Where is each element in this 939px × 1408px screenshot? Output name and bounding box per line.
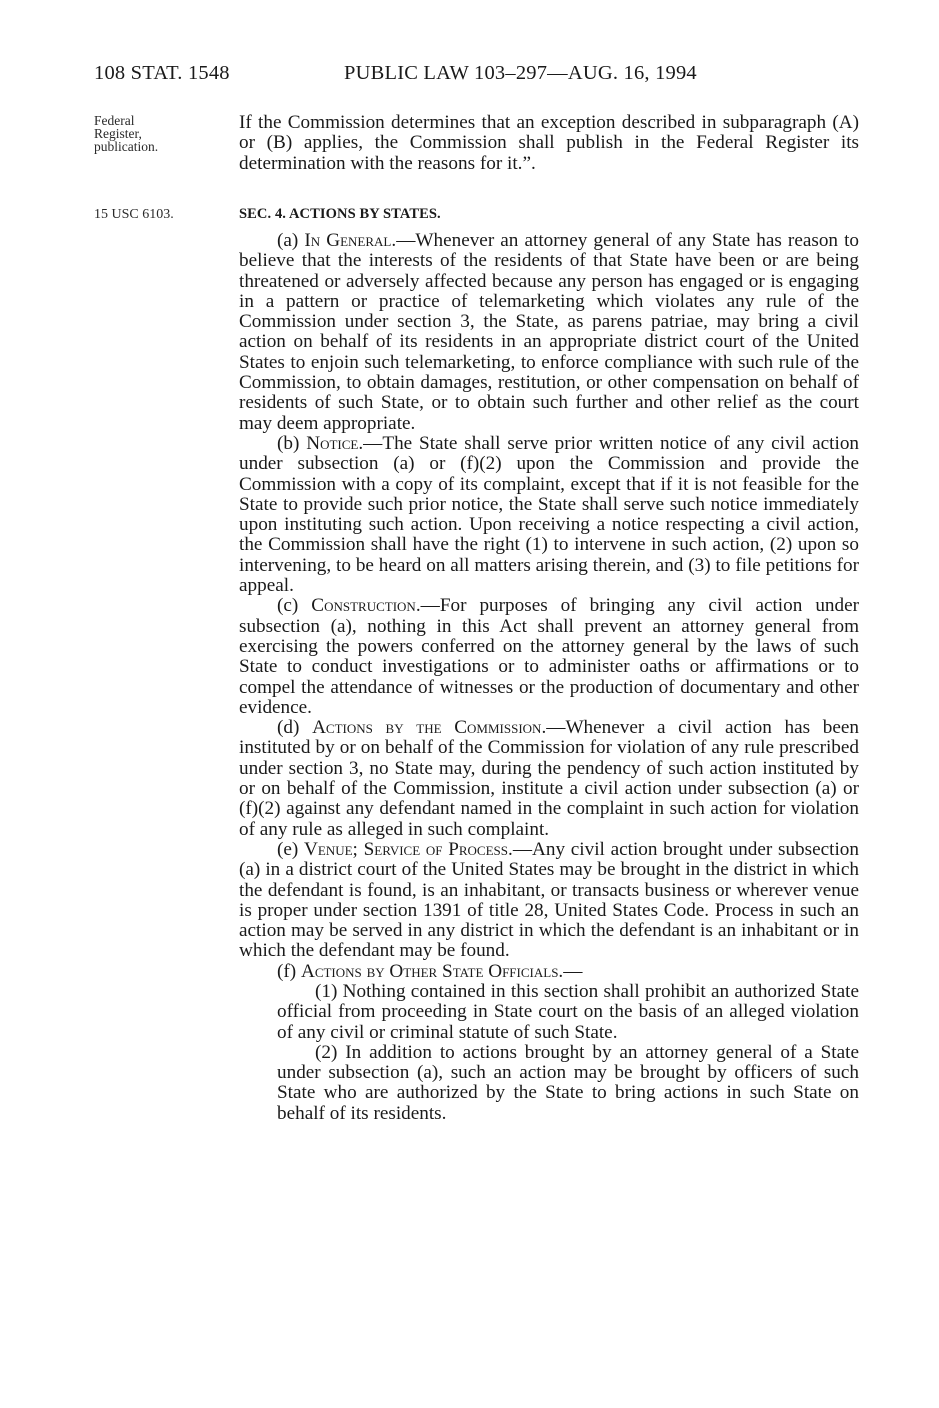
paragraph-b-heading: Notice bbox=[306, 432, 359, 454]
section-body bbox=[239, 231, 859, 1124]
paragraph-f: (f) Actions by Other State Officials.— bbox=[277, 960, 583, 982]
margin-note-federal-register: Federal Register, publication. bbox=[94, 113, 159, 154]
paragraph-f-1: (1) Nothing contained in this section shall prohibit an authorized State official from proceeding in State court on the basis of an alleged violation of any civil or criminal statute of such State. bbox=[277, 980, 859, 1043]
paragraph-c-heading: Construction bbox=[311, 595, 416, 617]
intro-text: If the Commission determines that an exception described in subparagraph (A) or (B) applies, the Commission shall publish in the Federal Register its determination with the reasons for it.”. bbox=[239, 112, 859, 174]
margin-note-usc-citation: 15 USC 6103. bbox=[94, 207, 174, 222]
paragraph-a: (a) In General.—Whenever an attorney general of any State has reason to believe that the interests of the residents of that State have been or are being threatened or adversely affected because any person has engaged or is engaging in a pattern or practice of telemarketing which violates any rule of the Commission under section 3, the State, as parens patriae, may bring a civil action on behalf of its residents in an appropriate district court of the United States to enjoin such telemarketing, to enforce compliance with such rule of the Commission, to obtain damages, restitution, or other compensation on behalf of residents of such State, or to obtain such further and other relief as the court may deem appropriate. bbox=[239, 230, 860, 434]
statute-page-number: 108 STAT. 1548 bbox=[94, 62, 230, 84]
paragraph-b: (b) Notice.—The State shall serve prior written notice of any civil action under subsection (a) or (f)(2) upon the Commission and provide the Commission with a copy of its complaint, except that if it is not feasible for the State to provide such prior notice, the State shall serve such notice immediately upon instituting such action. Upon receiving a notice respecting a civil action, the Commission shall have the right (1) to intervene in such action, (2) upon so intervening, to be heard on all matters arising therein, and (3) to file petitions for appeal. bbox=[239, 432, 860, 597]
paragraph-d-heading: Actions by the Commission bbox=[312, 717, 542, 739]
paragraph-a-heading: In General bbox=[304, 230, 392, 251]
section-heading: SEC. 4. ACTIONS BY STATES. bbox=[239, 206, 441, 222]
paragraph-d: (d) Actions by the Commission.—Whenever a civil action has been instituted by or on behalf of the Commission for violation of any rule prescribed under section 3, no State may, during the pendency of such action instituted by or on behalf of the Commission, institute a civil action under subsection (a) or (f)(2) against any defendant named in the complaint in such action for violation of any rule as alleged in such complaint. bbox=[239, 717, 859, 840]
paragraph-e: (e) Venue; Service of Process.—Any civil action brought under subsection (a) in a district court of the United States may be brought in the district in which the defendant is found, is an inhabitant, or transacts business or wherever venue is proper under section 1391 of title 28, United States Code. Process in such an action may be served in any district in which the defendant is an inhabitant or in which the defendant may be found. bbox=[239, 838, 859, 962]
paragraph-e-heading: Venue; Service of Process bbox=[304, 838, 509, 860]
public-law-citation: PUBLIC LAW 103–297—AUG. 16, 1994 bbox=[344, 62, 697, 84]
intro-paragraph bbox=[239, 113, 859, 174]
paragraph-c: (c) Construction.—For purposes of bringing any civil action under subsection (a), nothing in this Act shall prevent an attorney general from exercising the powers conferred on the attorney general by the laws of such State to conduct investigations or to administer oaths or affirmations or to compel the attendance of witnesses or the production of documentary and other evidence. bbox=[239, 595, 860, 718]
paragraph-f-2: (2) In addition to actions brought by an attorney general of a State under subsection (a), such an action may be brought by officers of such State who are authorized by the State to bring actions in such State on behalf of its residents. bbox=[277, 1041, 859, 1124]
paragraph-f-heading: Actions by Other State Officials bbox=[300, 960, 559, 982]
